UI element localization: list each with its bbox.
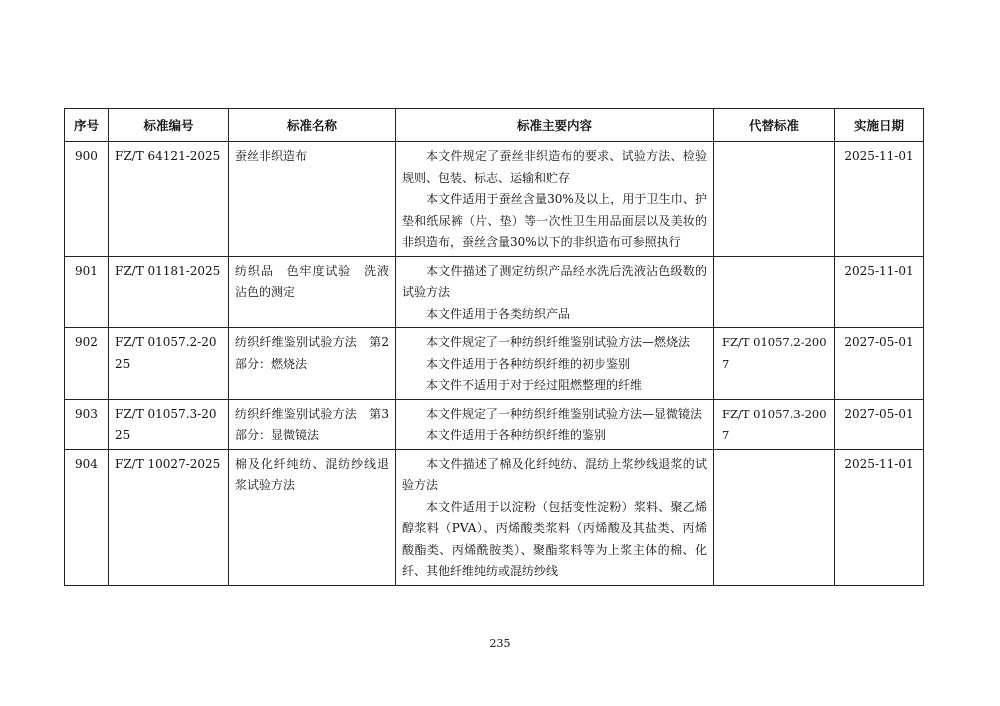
content-paragraph: 本文件规定了蚕丝非织造布的要求、试验方法、检验规则、包装、标志、运输和贮存 [402, 149, 707, 185]
standard-code: FZ/T 10027-2025 [115, 456, 221, 471]
row-number: 904 [75, 456, 98, 471]
standard-content [396, 142, 713, 256]
standard-content [396, 400, 713, 449]
row-number: 902 [75, 335, 98, 349]
standard-content [396, 328, 713, 399]
standard-name: 纺织纤维鉴别试验方法 第2部分：燃烧法 [235, 335, 389, 371]
header-standard-name: 标准名称 [229, 109, 396, 142]
effective-date: 2025-11-01 [844, 149, 914, 163]
effective-date: 2025-11-01 [844, 263, 914, 278]
content-paragraph: 本文件适用于各类纺织产品 [426, 306, 571, 321]
standard-code: FZ/T 01057.3-2025 [115, 406, 217, 442]
content-paragraph: 本文件规定了一种纺织纤维鉴别试验方法—显微镜法 [426, 406, 703, 421]
effective-date: 2025-11-01 [844, 456, 914, 471]
standards-table [64, 108, 924, 586]
content-paragraph: 本文件适用于各种纺织纤维的鉴别 [426, 428, 607, 442]
content-paragraph: 本文件适用于各种纺织纤维的初步鉴别 [426, 356, 631, 371]
row-number: 901 [75, 263, 98, 278]
effective-date: 2027-05-01 [844, 335, 914, 349]
standard-name: 纺织纤维鉴别试验方法 第3部分：显微镜法 [235, 406, 389, 442]
replaced-standard [714, 142, 834, 148]
table-row [65, 328, 924, 400]
table-row [65, 449, 924, 585]
standard-name: 纺织品 色牢度试验 洗液沾色的测定 [235, 263, 389, 299]
table-row [65, 256, 924, 328]
effective-date: 2027-05-01 [844, 406, 914, 421]
header-main-content: 标准主要内容 [396, 109, 714, 142]
header-effective-date: 实施日期 [835, 109, 924, 142]
content-paragraph: 本文件描述了棉及化纤纯纺、混纺上浆纱线退浆的试验方法 [402, 456, 707, 492]
table-header-row [65, 109, 924, 142]
page-number: 235 [489, 637, 511, 650]
standard-code: FZ/T 01057.2-2025 [115, 335, 217, 371]
standard-name: 棉及化纤纯纺、混纺纱线退浆试验方法 [235, 456, 389, 492]
replaced-standard: FZ/T 01057.2-2007 [722, 335, 827, 371]
replaced-standard [714, 450, 834, 456]
table-row [65, 142, 924, 257]
standard-code: FZ/T 01181-2025 [115, 263, 221, 278]
standard-code: FZ/T 64121-2025 [115, 149, 221, 163]
row-number: 903 [75, 406, 98, 421]
content-paragraph: 本文件规定了一种纺织纤维鉴别试验方法—燃烧法 [426, 335, 691, 349]
content-paragraph: 本文件描述了测定纺织产品经水洗后洗液沾色级数的试验方法 [402, 263, 707, 299]
replaced-standard: FZ/T 01057.3-2007 [722, 406, 827, 442]
standard-name: 蚕丝非织造布 [235, 149, 308, 163]
content-paragraph: 本文件适用于蚕丝含量30%及以上，用于卫生巾、护垫和纸尿裤（片、垫）等一次性卫生用品面层以及美妆的非织造布，蚕丝含量30%以下的非织造布可参照执行 [402, 192, 707, 249]
standard-content [396, 257, 713, 328]
table-row [65, 399, 924, 449]
standard-content [396, 450, 713, 585]
header-replaces: 代替标准 [714, 109, 835, 142]
replaced-standard [714, 257, 834, 263]
content-paragraph: 本文件不适用于对于经过阻燃整理的纤维 [426, 378, 643, 392]
row-number: 900 [75, 149, 98, 163]
header-standard-code: 标准编号 [109, 109, 229, 142]
content-paragraph: 本文件适用于以淀粉（包括变性淀粉）浆料、聚乙烯醇浆料（PVA）、丙烯酸类浆料（丙烯酸及其盐类、丙烯酸酯类、丙烯酰胺类）、聚酯浆料等为上浆主体的棉、化纤、其他纤维纯纺或混纺纱线 [402, 499, 707, 578]
header-serial: 序号 [65, 109, 109, 142]
